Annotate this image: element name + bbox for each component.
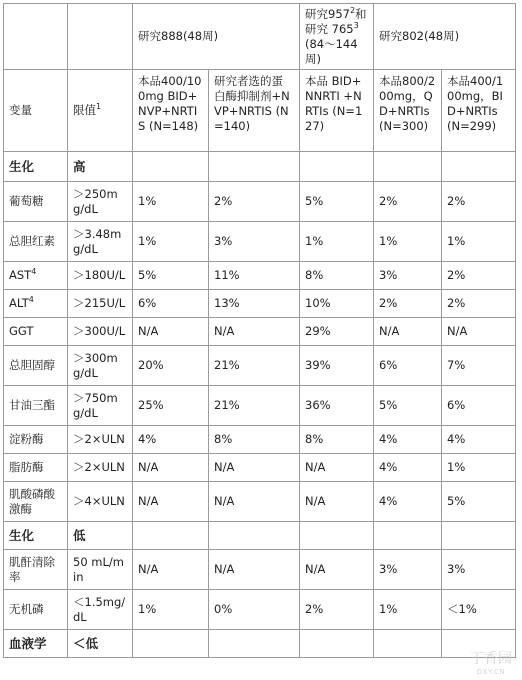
table-row (4, 182, 516, 222)
value-cell: 2% (374, 182, 442, 222)
empty-cell (300, 522, 374, 550)
header-study-802 (374, 4, 516, 70)
value-cell: 6% (133, 290, 209, 318)
value-cell: N/A (300, 454, 374, 482)
value-cell: 13% (209, 290, 300, 318)
value-cell: 2% (442, 290, 516, 318)
header-limit (68, 70, 133, 152)
variable-text: GGT (9, 324, 34, 338)
variable-text: 甘油三酯 (9, 398, 55, 412)
watermark-subtext: DXY.CN (476, 668, 506, 676)
empty-cell (209, 630, 300, 658)
table-row (4, 482, 516, 522)
empty-cell (133, 630, 209, 658)
value-cell: N/A (133, 550, 209, 590)
table-row (4, 262, 516, 290)
limit-label: 限值 (73, 103, 96, 117)
value-cell: N/A (209, 550, 300, 590)
footnote-sup: 2 (349, 5, 356, 15)
variable-text: 无机磷 (9, 602, 44, 616)
variable-name (4, 590, 68, 630)
variable-text: 血液学 (9, 636, 47, 651)
footnote-sup: 1 (96, 102, 102, 112)
limit-value: ＞3.48mg/dL (68, 222, 133, 262)
category-name (4, 522, 68, 550)
value-cell: N/A (374, 318, 442, 346)
value-cell: 4% (374, 482, 442, 522)
limit-value: ＞4×ULN (68, 482, 133, 522)
empty-cell (133, 152, 209, 182)
variable-text: 总胆固醇 (9, 358, 55, 372)
limit-value: ＞300U/L (68, 318, 133, 346)
footnote-sup: 4 (31, 267, 37, 277)
value-cell: 25% (133, 386, 209, 426)
table-row (4, 290, 516, 318)
empty-cell (374, 152, 442, 182)
value-cell: N/A (133, 318, 209, 346)
variable-label: 变量 (9, 103, 32, 117)
value-cell: N/A (133, 454, 209, 482)
value-cell: 2% (442, 182, 516, 222)
header-empty-cell (4, 4, 68, 70)
table-row (4, 426, 516, 454)
value-cell: 36% (300, 386, 374, 426)
study-957-duration: (84～144周) (305, 36, 358, 66)
value-cell: 1% (133, 182, 209, 222)
category-limit: 高 (68, 152, 133, 182)
empty-cell (374, 630, 442, 658)
header-empty-cell (68, 4, 133, 70)
variable-name (4, 290, 68, 318)
variable-text: 肌酐清除率 (9, 554, 55, 584)
empty-cell (300, 630, 374, 658)
table-row (4, 386, 516, 426)
empty-cell (442, 522, 516, 550)
value-cell: ＜1% (442, 590, 516, 630)
value-cell: 11% (209, 262, 300, 290)
value-cell: 8% (300, 426, 374, 454)
value-cell: 1% (442, 222, 516, 262)
header-variable (4, 70, 68, 152)
limit-value: ＞750mg/dL (68, 386, 133, 426)
category-row (4, 522, 516, 550)
arm-header: 本品 BID+NNRTI +NRTIs (N=127) (300, 70, 374, 152)
value-cell: 1% (374, 222, 442, 262)
empty-cell (133, 522, 209, 550)
variable-text: 生化 (9, 159, 35, 174)
value-cell: 20% (133, 346, 209, 386)
value-cell: 3% (209, 222, 300, 262)
value-cell: 7% (442, 346, 516, 386)
variable-text: 葡萄糖 (9, 194, 44, 208)
limit-value: ＞300mg/dL (68, 346, 133, 386)
category-row (4, 630, 516, 658)
category-limit: ＜低 (68, 630, 133, 658)
value-cell: 5% (133, 262, 209, 290)
study-765-label: 和研究 765 (305, 6, 367, 36)
study-957-label: 研究957 (305, 6, 350, 21)
variable-text: 生化 (9, 528, 35, 543)
value-cell: 3% (374, 550, 442, 590)
value-cell: 29% (300, 318, 374, 346)
value-cell: 4% (442, 426, 516, 454)
value-cell: N/A (442, 318, 516, 346)
limit-value: 50 mL/min (68, 550, 133, 590)
footnote-sup: 3 (353, 20, 359, 30)
table-row (4, 222, 516, 262)
variable-name (4, 262, 68, 290)
value-cell: 10% (300, 290, 374, 318)
value-cell: 1% (374, 590, 442, 630)
value-cell: 2% (209, 182, 300, 222)
arm-header: 研究者选的蛋白酶抑制剂+NVP+NRTIS (N=140) (209, 70, 300, 152)
value-cell: N/A (209, 482, 300, 522)
empty-cell (209, 152, 300, 182)
value-cell: 2% (374, 290, 442, 318)
limit-value: ＞215U/L (68, 290, 133, 318)
value-cell: 1% (133, 590, 209, 630)
value-cell: 8% (209, 426, 300, 454)
value-cell: N/A (300, 550, 374, 590)
value-cell: 21% (209, 346, 300, 386)
variable-text: 肌酸磷酸激酶 (9, 486, 55, 516)
table-row (4, 318, 516, 346)
category-name (4, 630, 68, 658)
empty-cell (300, 152, 374, 182)
value-cell: 5% (442, 482, 516, 522)
variable-name (4, 454, 68, 482)
variable-name (4, 346, 68, 386)
variable-text: 总胆红素 (9, 234, 55, 248)
value-cell: N/A (133, 482, 209, 522)
value-cell: 5% (374, 386, 442, 426)
value-cell: N/A (209, 318, 300, 346)
header-study-957-765 (300, 4, 374, 70)
header-row-studies (4, 4, 516, 70)
value-cell: 6% (374, 346, 442, 386)
value-cell: 4% (133, 426, 209, 454)
variable-text: AST (9, 268, 32, 282)
lab-abnormalities-table (3, 3, 516, 658)
value-cell: 21% (209, 386, 300, 426)
empty-cell (442, 152, 516, 182)
value-cell: 4% (374, 454, 442, 482)
value-cell: 3% (442, 550, 516, 590)
value-cell: 3% (374, 262, 442, 290)
watermark-logo (470, 648, 512, 676)
variable-text: 脂肪酶 (9, 460, 44, 474)
value-cell: 0% (209, 590, 300, 630)
category-name (4, 152, 68, 182)
empty-cell (209, 522, 300, 550)
watermark-text: 丁香园 (470, 651, 512, 667)
value-cell: 6% (442, 386, 516, 426)
study-888-label: 研究888(48周) (138, 29, 219, 43)
value-cell: 1% (133, 222, 209, 262)
table-row (4, 590, 516, 630)
header-study-888 (133, 4, 300, 70)
table-row (4, 454, 516, 482)
limit-value: ＞250mg/dL (68, 182, 133, 222)
variable-text: 淀粉酶 (9, 432, 44, 446)
footnote-sup: 4 (28, 295, 34, 305)
variable-name (4, 482, 68, 522)
value-cell: 8% (300, 262, 374, 290)
category-row (4, 152, 516, 182)
arm-header: 本品800/200mg，QD+NRTIs (N=300) (374, 70, 442, 152)
variable-name (4, 222, 68, 262)
limit-value: ＞2×ULN (68, 426, 133, 454)
table-row (4, 550, 516, 590)
limit-value: ＞2×ULN (68, 454, 133, 482)
category-limit: 低 (68, 522, 133, 550)
limit-value: ＜1.5mg/dL (68, 590, 133, 630)
value-cell: 4% (374, 426, 442, 454)
empty-cell (374, 522, 442, 550)
value-cell: 2% (442, 262, 516, 290)
value-cell: 1% (300, 222, 374, 262)
variable-name (4, 386, 68, 426)
variable-name (4, 550, 68, 590)
table-row (4, 346, 516, 386)
value-cell: 1% (442, 454, 516, 482)
value-cell: 39% (300, 346, 374, 386)
variable-name (4, 182, 68, 222)
variable-name (4, 426, 68, 454)
value-cell: N/A (209, 454, 300, 482)
value-cell: 2% (300, 590, 374, 630)
arm-header: 本品400/100mg，BID+NRTIs (N=299) (442, 70, 516, 152)
value-cell: N/A (300, 482, 374, 522)
header-row-arms (4, 70, 516, 152)
study-802-label: 研究802(48周) (379, 29, 460, 43)
variable-name (4, 318, 68, 346)
limit-value: ＞180U/L (68, 262, 133, 290)
variable-text: ALT (9, 296, 29, 310)
arm-header: 本品400/100mg BID+NVP+NRTIS (N=148) (133, 70, 209, 152)
value-cell: 5% (300, 182, 374, 222)
